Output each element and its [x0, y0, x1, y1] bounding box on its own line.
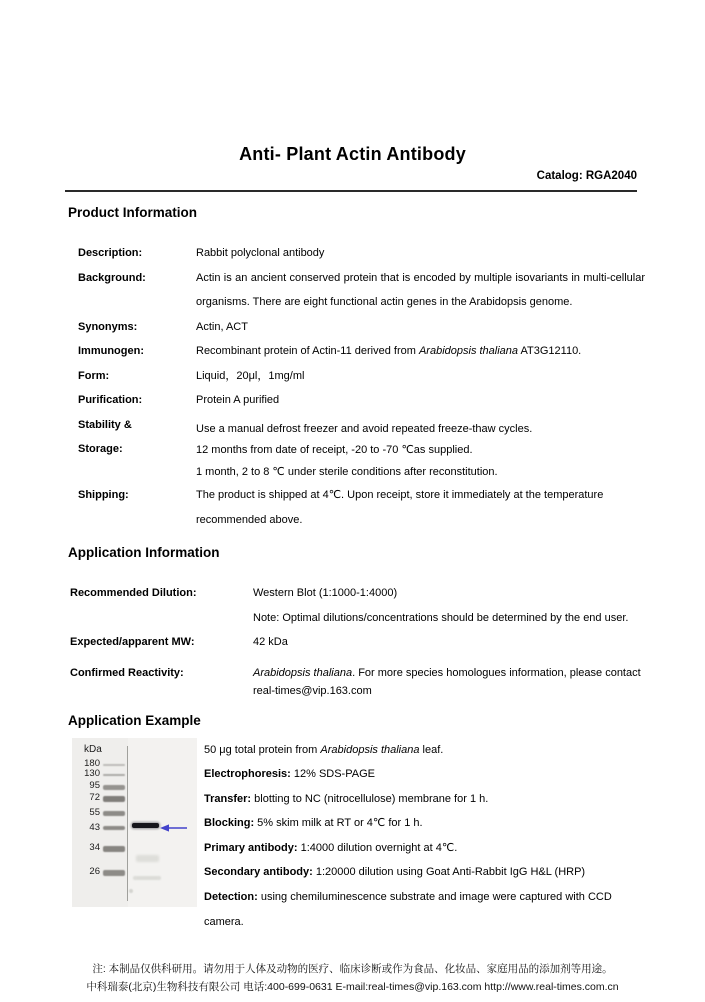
dilution-note: Note: Optimal dilutions/concentrations should be determined by the end user.	[253, 611, 629, 624]
kda-unit-label: kDa	[84, 743, 102, 755]
field-row-background	[78, 266, 645, 315]
marker-label: 26	[89, 865, 100, 877]
catalog-label: Catalog:	[536, 170, 583, 182]
example-line	[204, 762, 648, 787]
field-label: Description:	[78, 247, 143, 259]
field-label: Form:	[78, 369, 110, 382]
protocol-text: 5% skim milk at RT or 4℃ for 1 h.	[254, 817, 423, 830]
protocol-step-label: Transfer:	[204, 792, 252, 805]
field-row-synonyms	[78, 315, 645, 340]
field-value: Protein A purified	[196, 394, 280, 406]
species-name: Arabidopsis thaliana	[320, 743, 420, 756]
product-information-table	[78, 241, 645, 532]
field-label: Immunogen:	[78, 345, 144, 357]
field-value: The product is shipped at 4℃. Upon receipt, store it immediately at the temperature recommended above.	[196, 489, 604, 526]
field-label: Expected/apparent MW:	[70, 636, 195, 648]
marker-label: 43	[89, 821, 100, 833]
western-blot-figure	[72, 738, 197, 907]
field-label: Purification:	[78, 394, 143, 406]
species-name: Arabidopsis thaliana	[253, 666, 353, 679]
field-row-purification	[78, 388, 645, 413]
field-label: Confirmed Reactivity:	[70, 666, 184, 679]
marker-band	[103, 846, 125, 852]
application-example-section	[72, 738, 648, 935]
stability-label-line1: Stability &	[78, 418, 132, 431]
field-value: Actin is an ancient conserved protein that is encoded by multiple isovariants in multi-cellular organisms. There are eight functional actin genes in the Arabidopsis genome.	[196, 271, 645, 308]
application-example-heading: Application Example	[68, 712, 201, 728]
marker-label: 180	[84, 757, 100, 769]
storage-condition-line: Use a manual defrost freezer and avoid repeated freeze-thaw cycles.	[196, 422, 533, 435]
protocol-text: 1:4000 dilution overnight at 4℃.	[297, 841, 458, 854]
field-label: Synonyms:	[78, 320, 138, 333]
example-line	[204, 787, 648, 812]
band-arrow-icon	[160, 820, 188, 838]
catalog-line	[0, 170, 637, 182]
reactivity-text: . For more species homologues information, please contact real-times@vip.163.com	[253, 666, 641, 697]
protocol-step-label: Detection:	[204, 891, 258, 904]
marker-band	[103, 774, 125, 776]
field-label: Recommended Dilution:	[70, 587, 197, 599]
protocol-step-label: Electrophoresis:	[204, 768, 291, 781]
field-row-shipping	[78, 483, 645, 532]
example-protocol-text	[204, 738, 648, 935]
field-value	[196, 339, 645, 364]
marker-band	[103, 764, 125, 766]
immunogen-gene-id: AT3G12110.	[518, 345, 582, 357]
field-row-immunogen	[78, 339, 645, 364]
field-value: 42 kDa	[253, 636, 288, 648]
marker-band	[103, 826, 125, 830]
faint-band	[129, 889, 133, 893]
field-value: Rabbit polyclonal antibody	[196, 247, 325, 259]
field-row-expected-mw	[70, 630, 645, 655]
example-line	[204, 836, 648, 861]
protocol-step-label: Blocking:	[204, 817, 255, 830]
footer-note: 注: 本制品仅供科研用。请勿用于人体及动物的医疗、临床诊断或作为食品、化妆品、家庭用品的添加剂等用途。	[92, 963, 613, 975]
marker-label: 95	[89, 779, 100, 791]
protocol-step-label: Primary antibody:	[204, 841, 298, 854]
protocol-text: 1:20000 dilution using Goat Anti-Rabbit IgG H&L (HRP)	[312, 866, 586, 879]
protocol-text: leaf.	[419, 743, 444, 756]
protocol-step-label: Secondary antibody:	[204, 866, 313, 879]
faint-band	[136, 855, 159, 862]
footer-company: 中科瑞泰(北京)生物科技有限公司 电话:400-699-0631 E-mail:real-times@vip.163.com http://www.real-times.com.cn	[86, 981, 619, 993]
immunogen-text: Recombinant protein of Actin-11 derived from	[196, 345, 419, 357]
field-value	[253, 661, 645, 700]
page-footer	[0, 960, 705, 996]
stability-label-line2: Storage:	[78, 443, 123, 455]
application-information-heading: Application Information	[68, 545, 220, 560]
product-information-heading: Product Information	[68, 205, 197, 220]
field-label	[78, 413, 196, 462]
marker-band	[103, 785, 125, 790]
page-title: Anti- Plant Actin Antibody	[239, 144, 466, 164]
field-row-form	[78, 364, 645, 389]
section-divider	[65, 190, 637, 192]
field-value	[253, 581, 645, 630]
marker-band	[103, 811, 125, 816]
example-line	[204, 860, 648, 885]
field-label: Background:	[78, 271, 146, 284]
faint-band	[133, 876, 161, 880]
protocol-text: blotting to NC (nitrocellulose) membrane for 1 h.	[251, 792, 489, 805]
field-value: Liquid，20μl，1mg/ml	[196, 369, 305, 382]
dilution-value: Western Blot (1:1000-1:4000)	[253, 587, 398, 599]
protocol-text: 50 μg total protein from	[204, 743, 321, 756]
field-row-stability-storage	[78, 413, 645, 484]
example-line	[204, 885, 648, 934]
example-line	[204, 811, 648, 836]
marker-label: 34	[89, 841, 100, 853]
protocol-text: 12% SDS-PAGE	[290, 768, 375, 781]
storage-condition-line: 1 month, 2 to 8 ℃ under sterile conditions after reconstitution.	[196, 465, 498, 478]
protocol-text: using chemiluminescence substrate and image were captured with CCD camera.	[204, 891, 612, 928]
lane-divider	[127, 746, 128, 901]
species-name: Arabidopsis thaliana	[418, 345, 519, 357]
marker-band	[103, 870, 125, 876]
marker-label: 55	[89, 806, 100, 818]
marker-band	[103, 796, 125, 802]
field-row-recommended-dilution	[70, 581, 645, 630]
sample-band	[132, 823, 159, 828]
marker-label: 72	[89, 791, 100, 803]
field-row-confirmed-reactivity	[70, 661, 645, 700]
catalog-number: RGA2040	[585, 170, 637, 182]
field-label: Shipping:	[78, 489, 129, 501]
marker-label: 130	[84, 767, 100, 779]
example-line	[204, 738, 648, 763]
application-information-table	[70, 581, 645, 700]
field-value	[196, 413, 645, 484]
field-value: Actin, ACT	[196, 320, 248, 333]
field-row-description	[78, 241, 645, 266]
storage-condition-line: 12 months from date of receipt, -20 to -70 ℃as supplied.	[196, 444, 473, 456]
